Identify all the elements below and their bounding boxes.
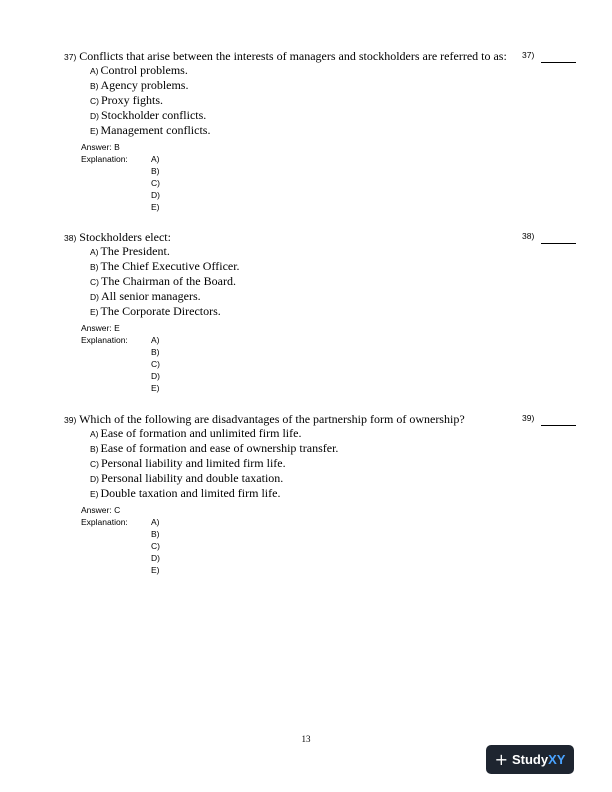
choice-b [90,259,240,274]
question-text: Which of the following are disadvantages of the partnership form of ownership? [79,412,465,426]
choice-letter: C) [90,96,99,106]
choice-c [90,93,163,108]
choice-letter: B) [90,444,99,454]
question-text: Stockholders elect: [79,230,171,244]
logo-text [512,752,565,767]
explanation-letter-c: C) [151,178,160,188]
choice-d [90,108,206,123]
studyxy-logo[interactable] [486,745,574,774]
explanation-letter-e: E) [151,202,160,212]
logo-text-accent: XY [548,752,566,767]
answer-blank-line [541,243,576,244]
question-text: Conflicts that arise between the interests of managers and stockholders are referred to as: [79,49,507,63]
choice-text: Ease of formation and ease of ownership transfer. [100,441,339,455]
logo-text-main: Study [511,752,549,767]
choice-text: Double taxation and limited firm life. [100,486,281,500]
answer-line-number: 39) [522,413,535,423]
choice-text: Ease of formation and unlimited firm life. [100,426,302,440]
choice-e [90,486,280,501]
question-number: 37) [64,52,77,62]
choice-text: The Chairman of the Board. [100,274,236,288]
explanation-letter-b: B) [151,166,160,176]
choice-text: Stockholder conflicts. [100,108,207,122]
choice-d [90,289,201,304]
explanation-letter-c: C) [151,359,160,369]
explanation-letter-d: D) [151,190,160,200]
explanation-label: Explanation: [81,335,128,345]
choice-letter: B) [90,262,99,272]
explanation-letter-b: B) [151,529,160,539]
question-stem [64,49,507,64]
answer-blank-line [541,62,576,63]
explanation-letter-b: B) [151,347,160,357]
question-stem [64,230,171,245]
explanation-letter-e: E) [151,565,160,575]
choice-letter: D) [90,292,99,302]
choice-e [90,304,221,319]
choice-c [90,274,236,289]
choice-letter: E) [90,307,99,317]
explanation-letter-a: A) [151,335,160,345]
answer-key: Answer: C [81,505,121,515]
choice-text: The President. [100,244,170,258]
question-number: 39) [64,415,77,425]
choice-a [90,244,170,259]
explanation-label: Explanation: [81,517,128,527]
choice-letter: C) [90,277,99,287]
choice-d [90,471,283,486]
choice-a [90,63,188,78]
question-stem [64,412,465,427]
choice-letter: B) [90,81,99,91]
choice-text: Personal liability and double taxation. [100,471,284,485]
choice-b [90,78,188,93]
choice-letter: D) [90,474,99,484]
choice-text: All senior managers. [100,289,201,303]
choice-text: The Chief Executive Officer. [100,259,240,273]
explanation-letter-a: A) [151,154,160,164]
answer-key: Answer: E [81,323,120,333]
choice-b [90,441,338,456]
choice-text: Management conflicts. [100,123,211,137]
choice-e [90,123,210,138]
choice-letter: D) [90,111,99,121]
answer-line-number: 37) [522,50,535,60]
page-number: 13 [301,734,311,744]
explanation-letter-d: D) [151,553,160,563]
choice-text: The Corporate Directors. [100,304,221,318]
choice-text: Proxy fights. [100,93,163,107]
choice-letter: A) [90,429,99,439]
choice-a [90,426,301,441]
explanation-label: Explanation: [81,154,128,164]
answer-line-number: 38) [522,231,535,241]
explanation-letter-d: D) [151,371,160,381]
explanation-letter-c: C) [151,541,160,551]
choice-text: Personal liability and limited firm life. [100,456,286,470]
choice-letter: E) [90,489,99,499]
choice-letter: E) [90,126,99,136]
plus-icon: + [494,749,508,769]
answer-blank-line [541,425,576,426]
explanation-letter-a: A) [151,517,160,527]
answer-key: Answer: B [81,142,120,152]
choice-letter: C) [90,459,99,469]
choice-c [90,456,286,471]
choice-text: Agency problems. [100,78,189,92]
choice-text: Control problems. [100,63,188,77]
question-number: 38) [64,233,77,243]
choice-letter: A) [90,66,99,76]
explanation-letter-e: E) [151,383,160,393]
choice-letter: A) [90,247,99,257]
